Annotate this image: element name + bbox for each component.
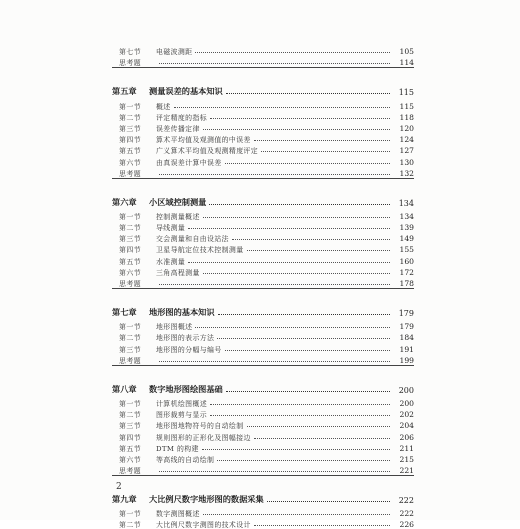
leader-dots — [210, 415, 390, 416]
section-number: 第一节 — [119, 102, 142, 111]
chapter-title: 地形图的基本知识 — [149, 307, 215, 317]
chapter-page: 200 — [398, 385, 414, 395]
section-entry — [119, 45, 414, 56]
section-number: 思考题 — [119, 356, 142, 365]
section-number: 第二节 — [119, 521, 142, 529]
chapter-heading — [112, 298, 414, 318]
leader-dots — [209, 204, 390, 205]
section-label — [119, 519, 251, 529]
section-page: 132 — [399, 168, 414, 178]
chapter-title: 测量误差的基本知识 — [149, 86, 223, 97]
chapter-heading — [112, 375, 414, 395]
section-page: 155 — [399, 245, 414, 255]
leader-dots — [188, 228, 390, 229]
section-title: 图形裁剪与显示 — [156, 411, 208, 420]
leader-dots — [254, 525, 390, 526]
section-page: 221 — [399, 466, 414, 476]
section-label — [119, 222, 185, 232]
section-label — [119, 355, 156, 365]
section-label — [119, 168, 156, 178]
section-label — [119, 443, 199, 453]
section-number: 第二节 — [119, 224, 142, 233]
section-label — [119, 278, 156, 288]
section-entry — [119, 266, 414, 277]
leader-dots — [217, 460, 390, 461]
chapter-number: 第六章 — [112, 196, 137, 207]
section-title: 导线测量 — [156, 224, 186, 233]
section-entry — [119, 419, 414, 430]
section-page: 184 — [399, 333, 414, 343]
section-number: 思考题 — [119, 467, 142, 476]
leader-dots — [225, 163, 390, 164]
section-page: 114 — [399, 58, 414, 68]
page-number: 2 — [116, 482, 122, 492]
section-label — [119, 157, 222, 167]
leader-dots — [203, 514, 390, 515]
section-title: 广义算术平均值及观测精度评定 — [156, 147, 259, 156]
section-entry — [119, 453, 414, 464]
section-label — [119, 267, 200, 277]
section-entry — [119, 144, 414, 155]
section-page: 120 — [399, 123, 414, 133]
section-title: 地形图的分幅与编号 — [156, 345, 222, 354]
leader-dots — [159, 63, 390, 64]
chapter-page: 134 — [398, 198, 414, 208]
chapter-title: 数字地形图绘图基础 — [149, 383, 223, 394]
section-number: 第五节 — [119, 257, 142, 266]
section-page: 178 — [399, 279, 414, 288]
section-entry — [119, 442, 414, 453]
section-label — [119, 233, 229, 243]
section-page: 149 — [399, 234, 414, 244]
leader-dots — [226, 93, 390, 94]
section-title: 概述 — [156, 102, 171, 111]
section-label — [119, 244, 244, 254]
section-page: 105 — [399, 47, 414, 57]
section-entry — [119, 232, 414, 243]
section-title: 大比例尺数字测图的技术设计 — [156, 521, 251, 529]
section-label — [119, 420, 244, 430]
chapter-number: 第八章 — [112, 383, 137, 394]
leader-dots — [202, 449, 390, 450]
chapter-label — [112, 86, 223, 97]
section-title: 地形图地物符号的自动绘制 — [156, 422, 244, 431]
leader-dots — [195, 52, 390, 53]
section-number: 思考题 — [119, 280, 142, 288]
section-title: 误差传播定律 — [156, 124, 200, 133]
section-page: 124 — [399, 135, 414, 145]
section-number: 第一节 — [119, 510, 142, 519]
chapter-heading — [112, 77, 414, 97]
section-label — [119, 409, 207, 419]
section-title: 水准测量 — [156, 257, 186, 266]
section-page: 204 — [399, 421, 414, 431]
section-label — [119, 332, 214, 342]
section-number: 第四节 — [119, 246, 142, 255]
section-title: 交会测量和自由设站法 — [156, 235, 229, 244]
section-title: 控制测量概述 — [156, 212, 200, 221]
section-title: 地形图的表示方法 — [156, 334, 215, 343]
section-entry — [119, 99, 414, 110]
chapter-page: 115 — [398, 88, 414, 98]
toc-group — [112, 45, 414, 67]
section-entry — [119, 167, 414, 178]
section-number: 第五节 — [119, 147, 142, 156]
leader-dots — [203, 273, 390, 274]
section-entry — [119, 342, 414, 353]
section-page: 211 — [399, 443, 414, 453]
section-number: 第二节 — [119, 334, 142, 343]
section-number: 第一节 — [119, 212, 142, 221]
leader-dots — [267, 501, 390, 502]
leader-dots — [217, 338, 390, 339]
section-entry — [119, 243, 414, 254]
section-number: 第五节 — [119, 444, 142, 453]
section-title: 等高线的自动绘制 — [156, 455, 215, 464]
leader-dots — [232, 239, 390, 240]
section-number: 第四节 — [119, 136, 142, 145]
section-page: 115 — [399, 101, 414, 111]
section-number: 第三节 — [119, 235, 142, 244]
section-label — [119, 57, 156, 67]
chapter-number: 第五章 — [112, 86, 137, 97]
section-number: 第六节 — [119, 158, 142, 167]
toc-group — [112, 475, 414, 529]
section-page: 202 — [399, 410, 414, 420]
chapter-heading — [112, 485, 414, 505]
section-label — [119, 145, 258, 155]
section-page: 191 — [399, 344, 414, 354]
table-of-contents — [112, 45, 414, 529]
toc-group — [112, 67, 414, 177]
section-entry — [119, 210, 414, 221]
section-entry — [119, 254, 414, 265]
section-title: 三角高程测量 — [156, 268, 200, 277]
leader-dots — [226, 391, 390, 392]
chapter-page: 179 — [398, 309, 414, 318]
section-title: 数字测图概述 — [156, 510, 200, 519]
section-page: 222 — [399, 509, 414, 519]
section-entry — [119, 331, 414, 342]
chapter-number: 第九章 — [112, 494, 137, 505]
section-title: 评定精度的指标 — [156, 113, 208, 122]
leader-dots — [188, 262, 390, 263]
section-entry — [119, 354, 414, 365]
section-label — [119, 134, 251, 144]
leader-dots — [159, 284, 390, 285]
section-entry — [119, 408, 414, 419]
section-title: 地形图概述 — [156, 323, 193, 332]
section-entry — [119, 111, 414, 122]
section-number: 思考题 — [119, 169, 142, 178]
section-label — [119, 112, 207, 122]
section-title: 算术平均值及观测值的中误差 — [156, 136, 251, 145]
section-number: 第三节 — [119, 345, 142, 354]
leader-dots — [210, 404, 390, 405]
chapter-label — [112, 307, 215, 318]
section-label — [119, 508, 200, 518]
section-title: 计算机绘图概述 — [156, 399, 208, 408]
section-label — [119, 398, 207, 408]
section-entry — [119, 430, 414, 441]
section-entry — [119, 507, 414, 518]
section-entry — [119, 397, 414, 408]
chapter-title: 大比例尺数字地形图的数据采集 — [149, 494, 264, 505]
section-label — [119, 123, 200, 133]
leader-dots — [159, 361, 390, 362]
section-number: 第三节 — [119, 422, 142, 431]
section-page: 179 — [399, 322, 414, 332]
leader-dots — [254, 140, 390, 141]
leader-dots — [210, 118, 390, 119]
section-page: 172 — [399, 267, 414, 277]
section-entry — [119, 320, 414, 331]
leader-dots — [247, 250, 391, 251]
section-page: 160 — [399, 256, 414, 266]
chapter-number: 第七章 — [112, 307, 137, 317]
section-label — [119, 256, 185, 266]
section-title: DTM 的构建 — [156, 444, 199, 453]
leader-dots — [203, 129, 390, 130]
section-number: 第三节 — [119, 124, 142, 133]
section-label — [119, 432, 251, 442]
section-entry — [119, 155, 414, 166]
section-title: 电磁波测距 — [156, 48, 193, 57]
leader-dots — [195, 327, 390, 328]
leader-dots — [254, 438, 390, 439]
section-label — [119, 321, 192, 331]
section-number: 第四节 — [119, 433, 142, 442]
section-title: 规则图形的正形化及图幅接边 — [156, 433, 251, 442]
section-page: 226 — [399, 520, 414, 529]
leader-dots — [225, 350, 390, 351]
section-number: 第一节 — [119, 399, 142, 408]
chapter-label — [112, 197, 206, 208]
toc-group — [112, 365, 414, 475]
section-entry — [119, 122, 414, 133]
section-page: 199 — [399, 355, 414, 365]
chapter-heading — [112, 188, 414, 208]
section-title: 卫星导航定位技术控制测量 — [156, 246, 244, 255]
section-page: 130 — [399, 157, 414, 167]
section-label — [119, 344, 222, 354]
section-page: 118 — [399, 112, 414, 122]
section-page: 215 — [399, 454, 414, 464]
leader-dots — [247, 426, 391, 427]
chapter-label — [112, 494, 264, 505]
leader-dots — [203, 217, 390, 218]
leader-dots — [174, 107, 390, 108]
section-label — [119, 101, 171, 111]
toc-group — [112, 288, 414, 365]
section-number: 第六节 — [119, 268, 142, 277]
section-label — [119, 211, 200, 221]
section-title: 由真误差计算中误差 — [156, 158, 222, 167]
chapter-label — [112, 384, 223, 395]
section-number: 第二节 — [119, 411, 142, 420]
leader-dots — [261, 151, 390, 152]
section-number: 第一节 — [119, 323, 142, 332]
section-entry — [119, 133, 414, 144]
leader-dots — [159, 174, 390, 175]
leader-dots — [218, 314, 390, 315]
section-page: 139 — [399, 223, 414, 233]
section-entry — [119, 56, 414, 67]
chapter-title: 小区域控制测量 — [149, 196, 207, 207]
section-page: 206 — [399, 432, 414, 442]
section-entry — [119, 221, 414, 232]
section-label — [119, 46, 192, 56]
section-page: 134 — [399, 211, 414, 221]
chapter-page: 222 — [398, 496, 414, 506]
section-number: 第二节 — [119, 113, 142, 122]
section-page: 127 — [399, 146, 414, 156]
section-number: 第七节 — [119, 48, 142, 57]
section-number: 第六节 — [119, 455, 142, 464]
section-number: 思考题 — [119, 59, 142, 68]
leader-dots — [159, 471, 390, 472]
section-label — [119, 454, 214, 464]
section-page: 200 — [399, 398, 414, 408]
section-entry — [119, 277, 414, 288]
toc-group — [112, 178, 414, 288]
section-label — [119, 465, 156, 475]
section-entry — [119, 464, 414, 475]
